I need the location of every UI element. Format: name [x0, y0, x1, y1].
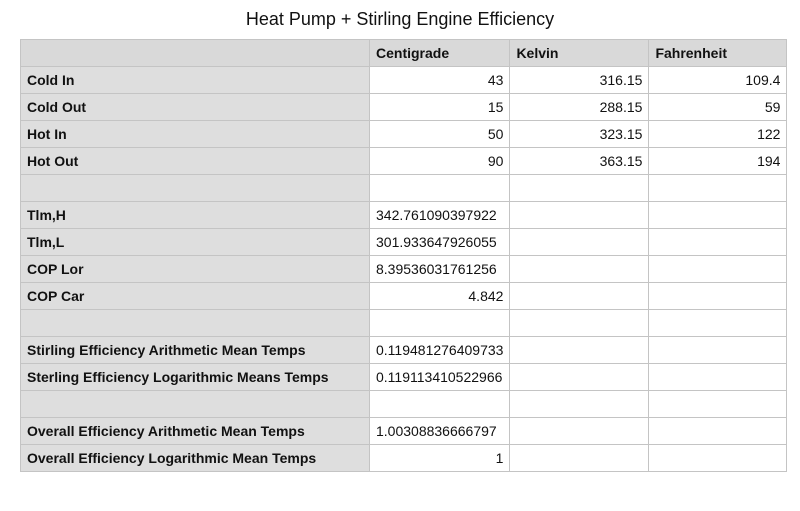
cell-kelvin[interactable] [510, 229, 649, 256]
row-label[interactable] [21, 310, 370, 337]
row-label[interactable]: Sterling Efficiency Logarithmic Means Temps [21, 364, 370, 391]
row-label[interactable] [21, 391, 370, 418]
row-label[interactable]: Overall Efficiency Arithmetic Mean Temps [21, 418, 370, 445]
table-row [21, 337, 787, 364]
cell-fahrenheit[interactable] [649, 364, 787, 391]
table-row [21, 229, 787, 256]
cell-kelvin[interactable] [510, 418, 649, 445]
header-cell-kelvin[interactable]: Kelvin [510, 40, 649, 67]
cell-fahrenheit[interactable] [649, 202, 787, 229]
cell-fahrenheit[interactable] [649, 391, 787, 418]
cell-fahrenheit[interactable] [649, 310, 787, 337]
cell-centigrade[interactable]: 43 [370, 67, 510, 94]
cell-kelvin[interactable] [510, 175, 649, 202]
cell-kelvin[interactable]: 316.15 [510, 67, 649, 94]
header-cell-centigrade[interactable]: Centigrade [370, 40, 510, 67]
row-label[interactable]: Cold Out [21, 94, 370, 121]
row-label[interactable] [21, 175, 370, 202]
cell-kelvin[interactable]: 323.15 [510, 121, 649, 148]
row-label[interactable]: Hot In [21, 121, 370, 148]
cell-centigrade[interactable]: 50 [370, 121, 510, 148]
table-row [21, 175, 787, 202]
table-row [21, 445, 787, 472]
table-row [21, 148, 787, 175]
cell-fahrenheit[interactable] [649, 445, 787, 472]
row-label[interactable]: Overall Efficiency Logarithmic Mean Temps [21, 445, 370, 472]
cell-fahrenheit[interactable] [649, 418, 787, 445]
table-row [21, 418, 787, 445]
cell-fahrenheit[interactable]: 122 [649, 121, 787, 148]
table-row [21, 364, 787, 391]
cell-kelvin[interactable] [510, 202, 649, 229]
row-label[interactable]: Hot Out [21, 148, 370, 175]
cell-centigrade[interactable]: 90 [370, 148, 510, 175]
cell-fahrenheit[interactable]: 194 [649, 148, 787, 175]
table-row [21, 67, 787, 94]
cell-centigrade[interactable]: 4.842 [370, 283, 510, 310]
cell-kelvin[interactable] [510, 337, 649, 364]
cell-centigrade[interactable]: 301.933647926055 [370, 229, 510, 256]
cell-centigrade[interactable] [370, 391, 510, 418]
cell-kelvin[interactable]: 288.15 [510, 94, 649, 121]
cell-centigrade[interactable] [370, 175, 510, 202]
cell-centigrade[interactable]: 0.119113410522966 [370, 364, 510, 391]
cell-centigrade[interactable] [370, 310, 510, 337]
cell-kelvin[interactable] [510, 310, 649, 337]
spreadsheet-table [20, 39, 787, 472]
cell-kelvin[interactable] [510, 391, 649, 418]
cell-kelvin[interactable] [510, 283, 649, 310]
cell-centigrade[interactable]: 1.00308836666797 [370, 418, 510, 445]
cell-centigrade[interactable]: 342.761090397922 [370, 202, 510, 229]
cell-kelvin[interactable] [510, 445, 649, 472]
header-cell-corner[interactable] [21, 40, 370, 67]
row-label[interactable]: Cold In [21, 67, 370, 94]
row-label[interactable]: COP Lor [21, 256, 370, 283]
table-row [21, 256, 787, 283]
cell-fahrenheit[interactable] [649, 229, 787, 256]
cell-kelvin[interactable] [510, 364, 649, 391]
cell-centigrade[interactable]: 15 [370, 94, 510, 121]
cell-fahrenheit[interactable] [649, 175, 787, 202]
cell-centigrade[interactable]: 8.39536031761256 [370, 256, 510, 283]
cell-fahrenheit[interactable] [649, 283, 787, 310]
cell-kelvin[interactable]: 363.15 [510, 148, 649, 175]
cell-fahrenheit[interactable]: 109.4 [649, 67, 787, 94]
header-cell-fahrenheit[interactable]: Fahrenheit [649, 40, 787, 67]
cell-centigrade[interactable]: 1 [370, 445, 510, 472]
row-label[interactable]: Stirling Efficiency Arithmetic Mean Temps [21, 337, 370, 364]
table-row [21, 391, 787, 418]
table-row [21, 94, 787, 121]
cell-centigrade[interactable]: 0.119481276409733 [370, 337, 510, 364]
row-label[interactable]: Tlm,L [21, 229, 370, 256]
table-row [21, 121, 787, 148]
cell-fahrenheit[interactable] [649, 337, 787, 364]
header-row [21, 40, 787, 67]
cell-fahrenheit[interactable]: 59 [649, 94, 787, 121]
table-row [21, 310, 787, 337]
cell-fahrenheit[interactable] [649, 256, 787, 283]
sheet-title: Heat Pump + Stirling Engine Efficiency [245, 9, 555, 29]
cell-kelvin[interactable] [510, 256, 649, 283]
row-label[interactable]: Tlm,H [21, 202, 370, 229]
table-row [21, 202, 787, 229]
table-row [21, 283, 787, 310]
row-label[interactable]: COP Car [21, 283, 370, 310]
